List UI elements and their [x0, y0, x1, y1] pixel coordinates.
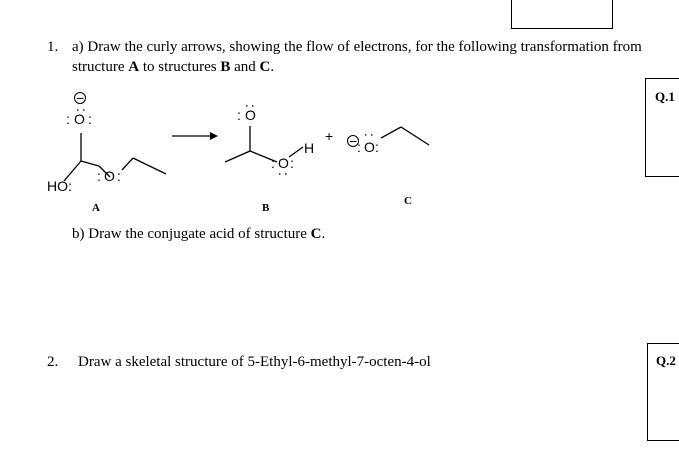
b-ether-lone-pair-right: : — [290, 155, 294, 171]
label-b: B — [262, 202, 270, 214]
c-oxygen: O — [364, 139, 375, 155]
q1-line2-A: A — [128, 59, 140, 75]
b-oxygen: O — [245, 107, 256, 123]
q1-part-b-pre: b) Draw the conjugate acid of structure — [72, 226, 311, 242]
reaction-arrow-head — [210, 132, 218, 140]
q1-part-a-line1: a) Draw the curly arrows, showing the flow of electrons, for the following transformation from — [72, 39, 642, 55]
q1-box-label: Q.1 — [655, 89, 675, 104]
plus-sign: + — [325, 128, 334, 144]
q1-line2-mid: to structures — [139, 59, 221, 75]
b-methyl-bond — [225, 151, 250, 162]
q1-part-b — [72, 225, 325, 244]
a-o-c-bond — [122, 158, 133, 170]
q1-part-b-C: C — [310, 226, 322, 242]
a-ethyl-bond — [133, 158, 166, 174]
q1-part-b-end: . — [321, 226, 326, 242]
c-o-c-bond — [381, 127, 401, 138]
q1-number: 1. — [47, 39, 59, 55]
a-ether-lone-pair-right: : — [117, 168, 121, 184]
b-ether-lone-pair-left: : — [271, 155, 275, 171]
b-oxygen-lone-pair-left: : — [237, 107, 241, 123]
b-ether-lone-pair-bottom: : — [276, 172, 292, 176]
c-oxygen-lone-pair-right: : — [375, 139, 379, 155]
q1-line2-end: . — [270, 59, 275, 75]
a-charge-sign: − — [76, 90, 85, 106]
q2-number: 2. — [47, 354, 59, 370]
b-oxygen-ether: O — [278, 155, 289, 171]
a-oxygen-lone-pair-right: : — [88, 111, 92, 127]
q1-line2-C: C — [259, 59, 271, 75]
q1-line2-and: and — [230, 59, 260, 75]
a-oxygen-lone-pair-top: : — [74, 108, 90, 112]
a-hydroxyl-lone-pair: : — [68, 178, 72, 194]
a-hydroxyl: HO — [47, 178, 68, 194]
a-ether-oxygen: O — [104, 168, 115, 184]
a-oxygen: O — [74, 111, 85, 127]
q1-line2-pre: structure — [72, 59, 129, 75]
label-a: A — [92, 202, 100, 214]
c-oxygen-lone-pair-left: : — [357, 139, 361, 155]
a-oxygen-lone-pair-left: : — [66, 111, 70, 127]
q1-line2-B: B — [220, 59, 231, 75]
b-oxygen-lone-pair-top: : — [243, 104, 259, 108]
c-oxygen-lone-pair-top: : — [362, 133, 378, 137]
q2-box-label: Q.2 — [656, 353, 676, 368]
c-charge-sign: − — [349, 133, 358, 149]
q2-text: Draw a skeletal structure of 5-Ethyl-6-methyl-7-octen-4-ol — [78, 354, 431, 370]
label-c: C — [404, 195, 412, 207]
a-c-c-bond — [81, 161, 99, 166]
b-hydrogen: H — [304, 140, 315, 156]
a-ether-lone-pair-left: : — [97, 168, 101, 184]
reaction-scheme — [0, 0, 679, 230]
c-ethyl-bond — [401, 127, 429, 145]
